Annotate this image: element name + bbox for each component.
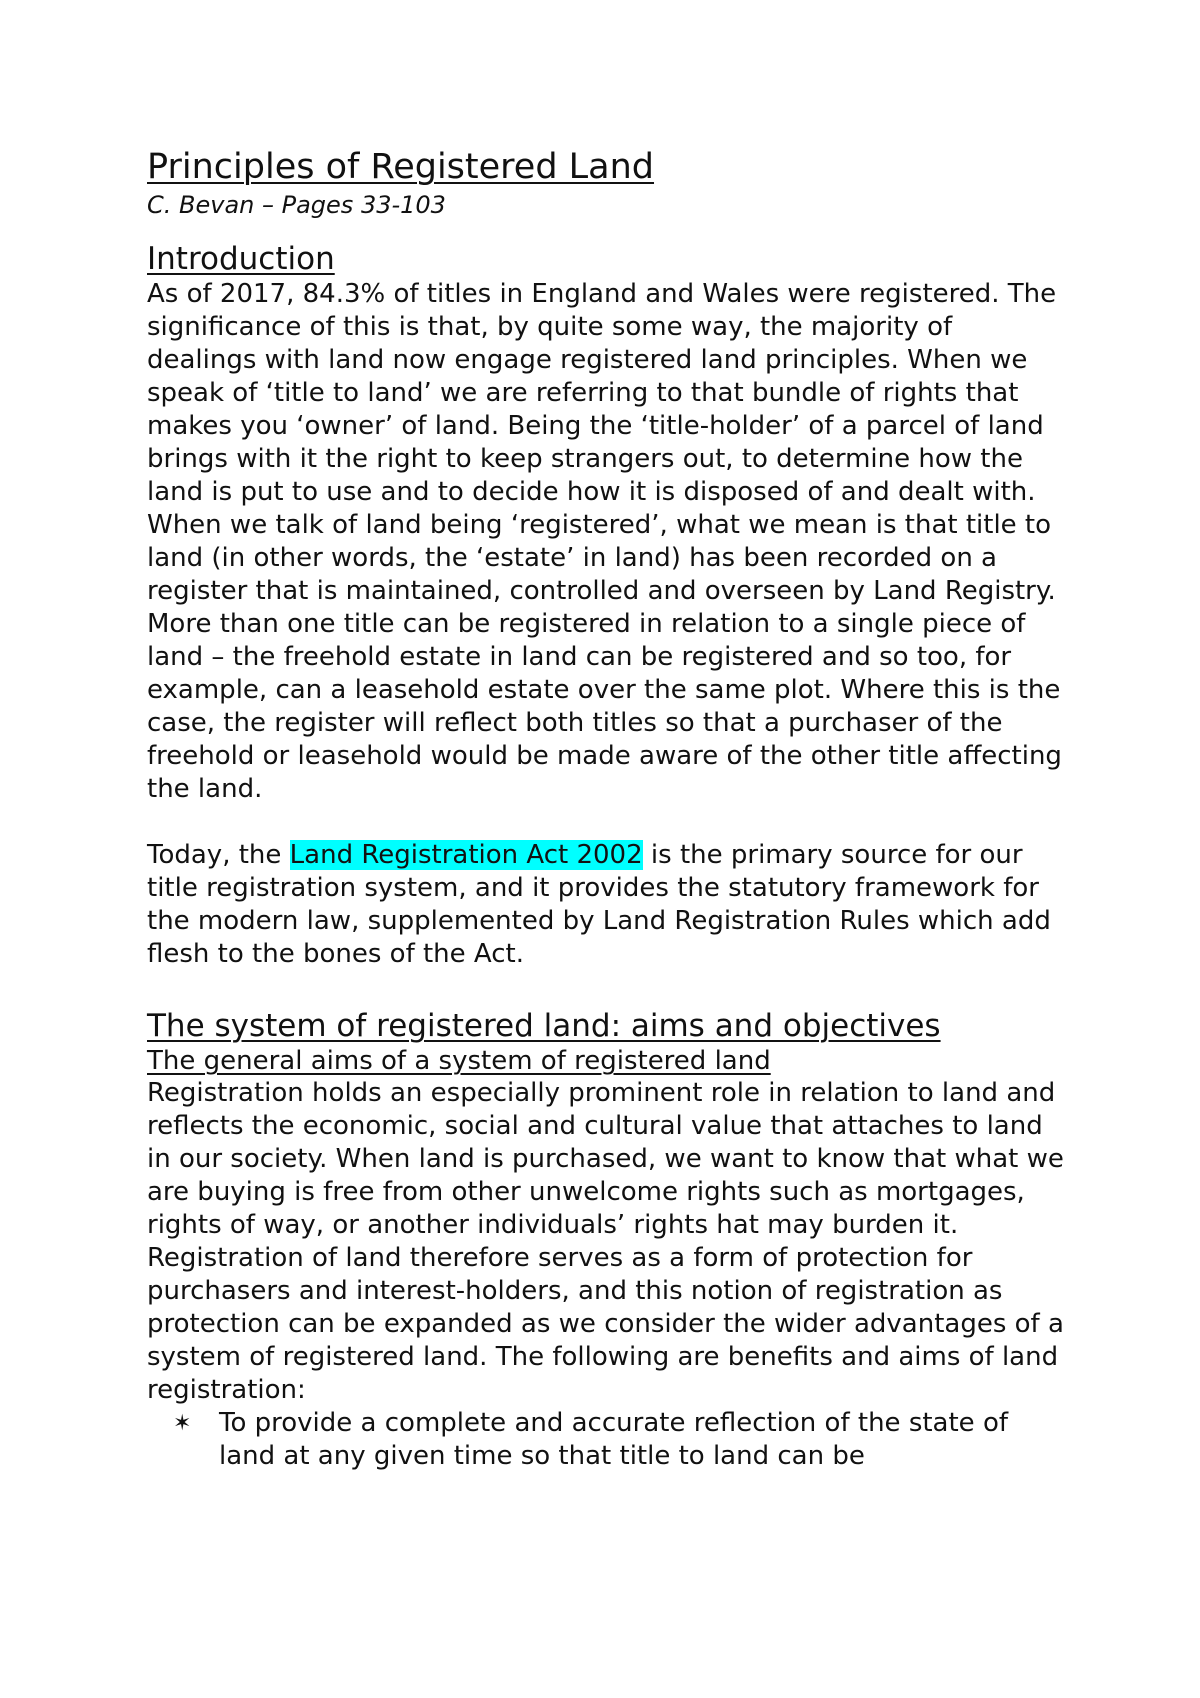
introduction-paragraph: As of 2017, 84.3% of titles in England and Wales were registered. The significance of this is that, by quite some way, the majority of dealings with land now engage registered land principles. When we speak of ‘title to land’ we are referring to that bundle of rights that makes you ‘owner’ of land. Being the ‘title-holder’ of a parcel of land brings with it the right to keep strangers out, to determine how the land is put to use and to decide how it is disposed of and dealt with. When we talk of land being ‘registered’, what we mean is that title to land (in other words, the ‘estate’ in land) has been recorded on a register that is maintained, controlled and overseen by Land Registry. More than one title can be registered in relation to a single piece of land – the freehold estate in land can be registered and so too, for example, can a leasehold estate over the same plot. Where this is the case, the register will reflect both titles so that a purchaser of the freehold or leasehold would be made aware of the other title affecting the land. <box>147 279 1062 804</box>
introduction-heading: Introduction <box>147 241 335 277</box>
highlighted-act-name: Land Registration Act 2002 <box>289 840 643 870</box>
aims-list <box>147 1407 1067 1473</box>
general-aims-subheading: The general aims of a system of registered land <box>147 1046 771 1076</box>
act-paragraph-end: is the primary source for our title registration system, and it provides the statutory framework for the modern law, supplemented by Land Registration Rules which add flesh to the bones of the Act. <box>147 840 1051 969</box>
document-subtitle: C. Bevan – Pages 33-103 <box>147 191 446 219</box>
list-item-text: To provide a complete and accurate reflection of the state of land at any given time so that title to land can be <box>219 1408 1009 1471</box>
act-paragraph-start: Today, the <box>147 840 290 870</box>
registration-paragraph: Registration holds an especially prominent role in relation to land and reflects the economic, social and cultural value that attaches to land in our society. When land is purchased, we want to know that what we are buying is free from other unwelcome rights such as mortgages, rights of way, or another individuals’ rights hat may burden it. Registration of land therefore serves as a form of protection for purchasers and interest-holders, and this notion of registration as protection can be expanded as we consider the wider advantages of a system of registered land. The following are benefits and aims of land registration: <box>147 1078 1064 1405</box>
document-title: Principles of Registered Land <box>147 147 655 187</box>
system-heading: The system of registered land: aims and objectives <box>147 1008 941 1044</box>
document-page <box>147 146 1067 1473</box>
act-paragraph <box>147 839 1067 971</box>
list-item <box>147 1407 1067 1473</box>
star-bullet-icon: ✶ <box>173 1411 192 1436</box>
